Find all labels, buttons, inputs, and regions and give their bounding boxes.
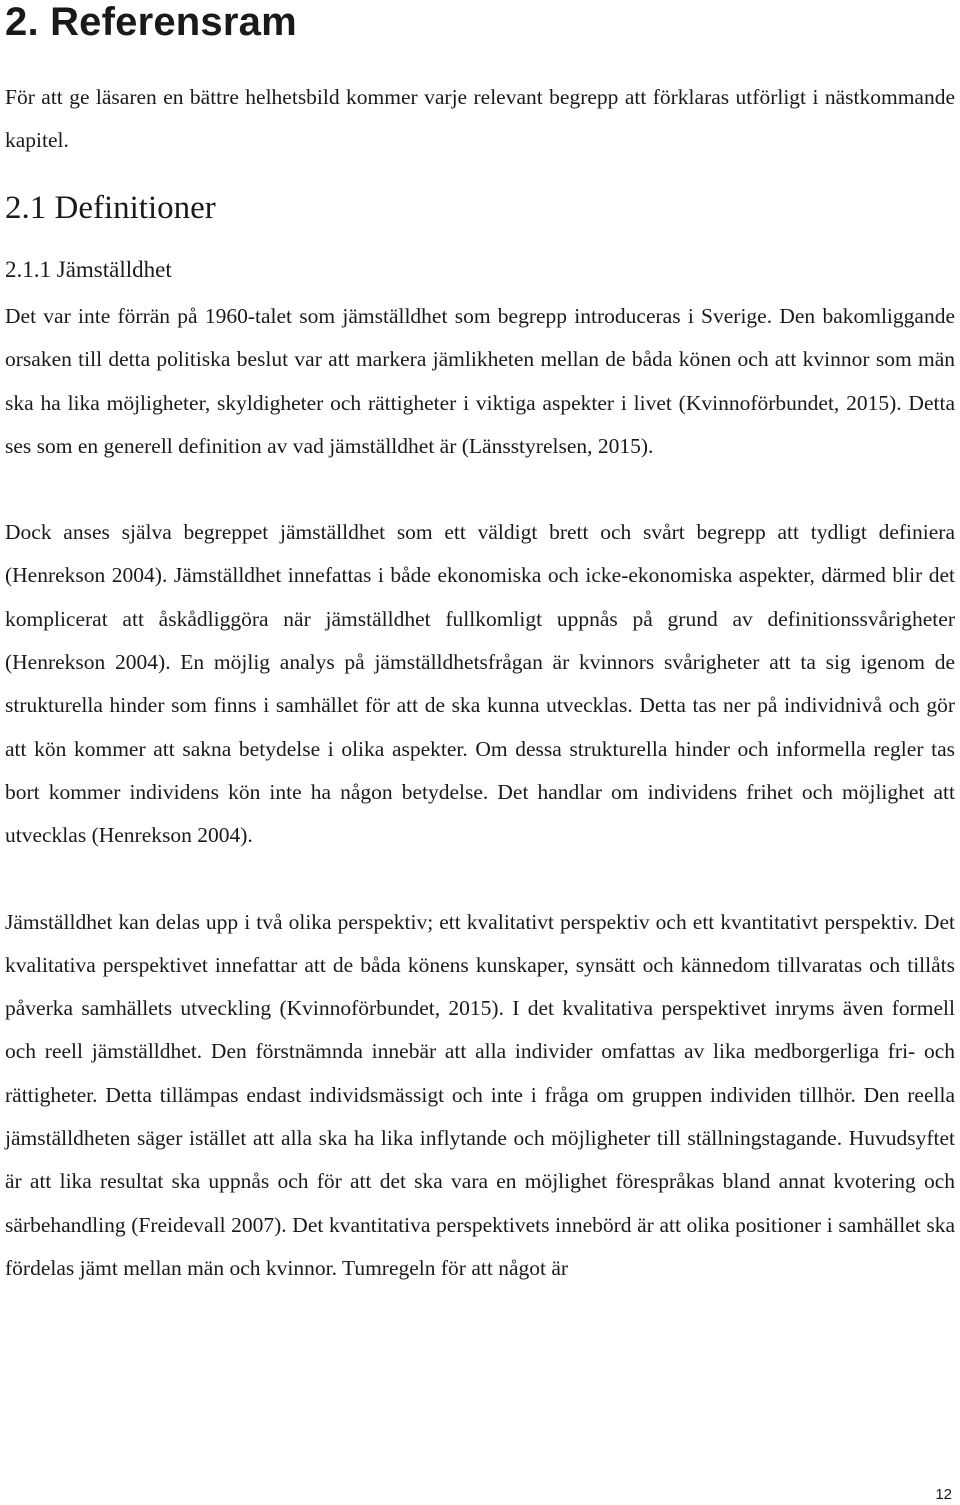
page-number: 12	[935, 1486, 952, 1503]
body-paragraph: Dock anses själva begreppet jämställdhet som ett väldigt brett och svårt begrepp att tydligt definiera (Henrekson 2004). Jämställdhet innefattas i både ekonomiska och icke-ekonomiska aspekter, därmed blir det komplicerat att åskådliggöra när jämställdhet fullkomligt uppnås på grund av definitionssvårigheter (Henrekson 2004). En möjlig analys på jämställdhetsfrågan är kvinnors svårigheter att ta sig igenom de strukturella hinder som finns i samhället för att de ska kunna utvecklas. Detta tas ner på individnivå och gör att kön kommer att sakna betydelse i olika aspekter. Om dessa strukturella hinder och informella regler tas bort kommer individens kön inte ha någon betydelse. Det handlar om individens frihet och möjlighet att utvecklas (Henrekson 2004).	[5, 520, 955, 848]
chapter-title: 2. Referensram	[5, 0, 297, 44]
body-paragraph: Jämställdhet kan delas upp i två olika perspektiv; ett kvalitativt perspektiv och ett kvantitativt perspektiv. Det kvalitativa perspektivet innefattar att de båda könens kunskaper, synsätt och kännedom tillvaratas och tillåts påverka samhällets utveckling (Kvinnoförbundet, 2015). I det kvalitativa perspektivet inryms även formell och reell jämställdhet. Den förstnämnda innebär att alla individer omfattas av lika medborgerliga fri- och rättigheter. Detta tillämpas endast individsmässigt och inte i fråga om gruppen individen tillhör. Den reella jämställdheten säger istället att alla ska ha lika inflytande och möjligheter till ställningstagande. Huvudsyftet är att lika resultat ska uppnås och för att det ska vara en möjlighet förespråkas bland annat kvotering och särbehandling (Freidevall 2007). Det kvantitativa perspektivets innebörd är att olika positioner i samhället ska fördelas jämt mellan män och kvinnor. Tumregeln för att något är	[5, 909, 955, 1280]
body-paragraph: Det var inte förrän på 1960-talet som jämställdhet som begrepp introduceras i Sverige. Den bakomliggande orsaken till detta politiska beslut var att markera jämlikheten mellan de båda könen och att kvinnor som män ska ha lika möjligheter, skyldigheter och rättigheter i viktiga aspekter i livet (Kvinnoförbundet, 2015). Detta ses som en generell definition av vad jämställdhet är (Länsstyrelsen, 2015).	[5, 304, 955, 458]
subsection-title: 2.1.1 Jämställdhet	[5, 257, 172, 282]
intro-paragraph: För att ge läsaren en bättre helhetsbild kommer varje relevant begrepp att förklaras utförligt i nästkommande kapitel.	[5, 85, 955, 152]
section-title: 2.1 Definitioner	[5, 190, 216, 226]
document-page	[5, 0, 955, 1290]
